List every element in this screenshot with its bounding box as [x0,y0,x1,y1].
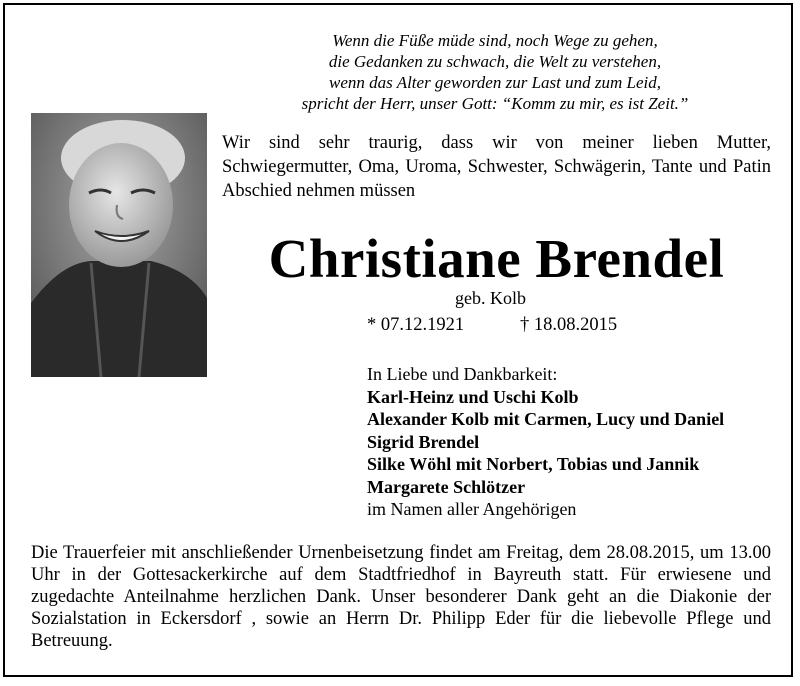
deceased-name: Christiane Brendel [268,228,725,289]
mourner-name: Silke Wöhl mit Norbert, Tobias und Jannik [367,454,700,474]
mourners-block [367,363,777,521]
maiden-name: geb. Kolb [455,288,526,308]
mourner-name: Karl-Heinz und Uschi Kolb [367,386,579,407]
mourner-name: Sigrid Brendel [367,431,480,452]
portrait-illustration [31,113,207,377]
mourners-intro: In Liebe und Dankbarkeit: [367,364,558,384]
poem-line: Wenn die Füße müde sind, noch Wege zu gehen, [332,31,658,50]
funeral-notice: Die Trauerfeier mit anschließender Urnenbeisetzung findet am Freitag, dem 28.08.2015, um 13.00 Uhr in der Gottesackerkirche auf dem Stadtfriedhof in Bayreuth statt. Für erwiesene und zugedachte Anteilnahme herzlichen Dank. Unser besonderer Dank geht an die Diakonie der Sozialstation in Eckersdorf , sowie an Herrn Dr. Philipp Eder für die liebevolle Pflege und Betreuung. [31,543,771,651]
mourners-closing: im Namen aller Angehörigen [367,499,577,519]
death-date: † 18.08.2015 [520,315,618,335]
poem [300,30,690,114]
birth-date: * 07.12.1921 [367,315,465,335]
poem-line: spricht der Herr, unser Gott: “Komm zu mir, es ist Zeit.” [301,94,689,113]
poem-line: die Gedanken zu schwach, die Welt zu verstehen, [328,52,662,71]
portrait-photo [31,113,207,377]
poem-line: wenn das Alter geworden zur Last und zum Leid, [329,73,661,92]
intro-text: Wir sind sehr traurig, dass wir von meiner lieben Mutter, Schwiegermutter, Oma, Uroma, Schwester, Schwägerin, Tante und Patin Abschied nehmen müssen [222,133,771,201]
mourner-name: Alexander Kolb mit Carmen, Lucy und Daniel [367,409,725,429]
mourner-name: Margarete Schlötzer [367,476,526,497]
